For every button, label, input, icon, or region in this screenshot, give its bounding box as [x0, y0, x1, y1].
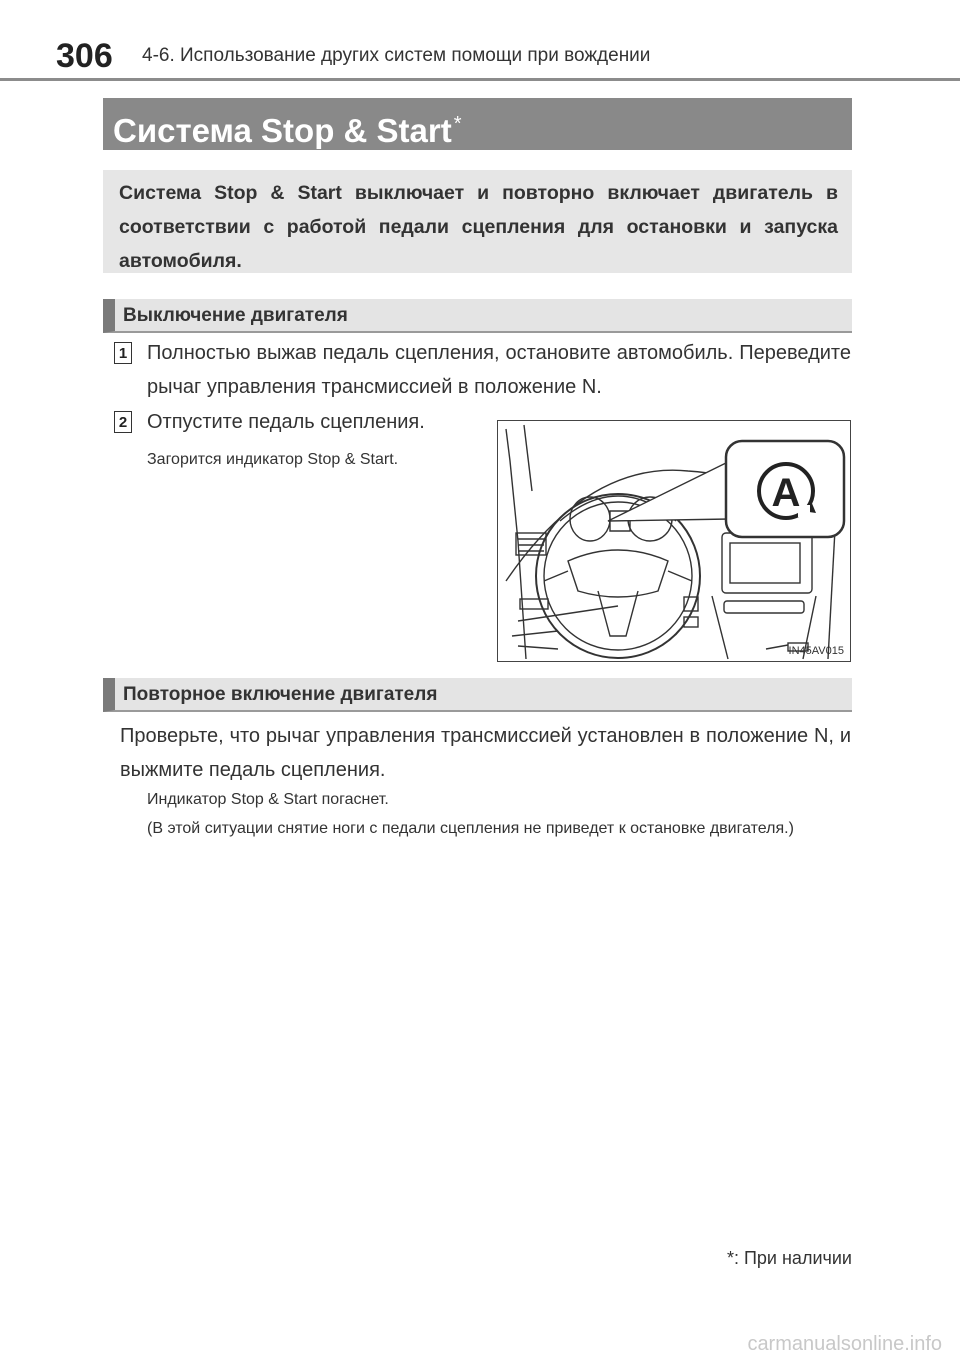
footnote-mark: *	[726, 1248, 734, 1268]
section-heading-engine-stop: Выключение двигателя	[103, 299, 852, 333]
availability-mark: *	[453, 113, 462, 135]
restart-note-1: Индикатор Stop & Start погаснет.	[147, 791, 389, 808]
page-title-text: Система Stop & Start	[113, 112, 452, 149]
step-2-text: Отпустите педаль сцепления.	[147, 411, 425, 433]
step-badge-2: 2	[114, 411, 132, 433]
header-divider	[0, 78, 960, 81]
section-heading-engine-restart: Повторное включение двигателя	[103, 678, 852, 712]
restart-note-2: (В этой ситуации снятие ноги с педали сцепления не приведет к остановке двигателя.)	[147, 820, 794, 837]
figure-code: IN45AV015	[788, 645, 844, 657]
footnote-text: : При наличии	[733, 1248, 852, 1268]
dashboard-illustration	[497, 420, 851, 662]
chapter-title: 4-6. Использование других систем помощи при вождении	[142, 45, 651, 66]
page-title	[103, 98, 852, 150]
restart-text: Проверьте, что рычаг управления трансмиссией установлен в положение N, и выжмите педаль сцепления.	[120, 725, 851, 781]
step-1-text: Полностью выжав педаль сцепления, остановите автомобиль. Переведите рычаг управления трансмиссией в положение N.	[147, 342, 851, 398]
steering-wheel-drawing	[498, 421, 849, 660]
callout-label-a: A	[771, 471, 801, 515]
step-badge-1: 1	[114, 342, 132, 364]
intro-box: Система Stop & Start выключает и повторно включает двигатель в соответствии с работой педали сцепления для остановки и запуска автомобиля.	[103, 170, 852, 273]
page-number: 306	[56, 37, 113, 75]
footnote	[727, 1244, 852, 1272]
step-2-note: Загорится индикатор Stop & Start.	[147, 451, 399, 468]
watermark: carmanualsonline.info	[747, 1333, 942, 1355]
